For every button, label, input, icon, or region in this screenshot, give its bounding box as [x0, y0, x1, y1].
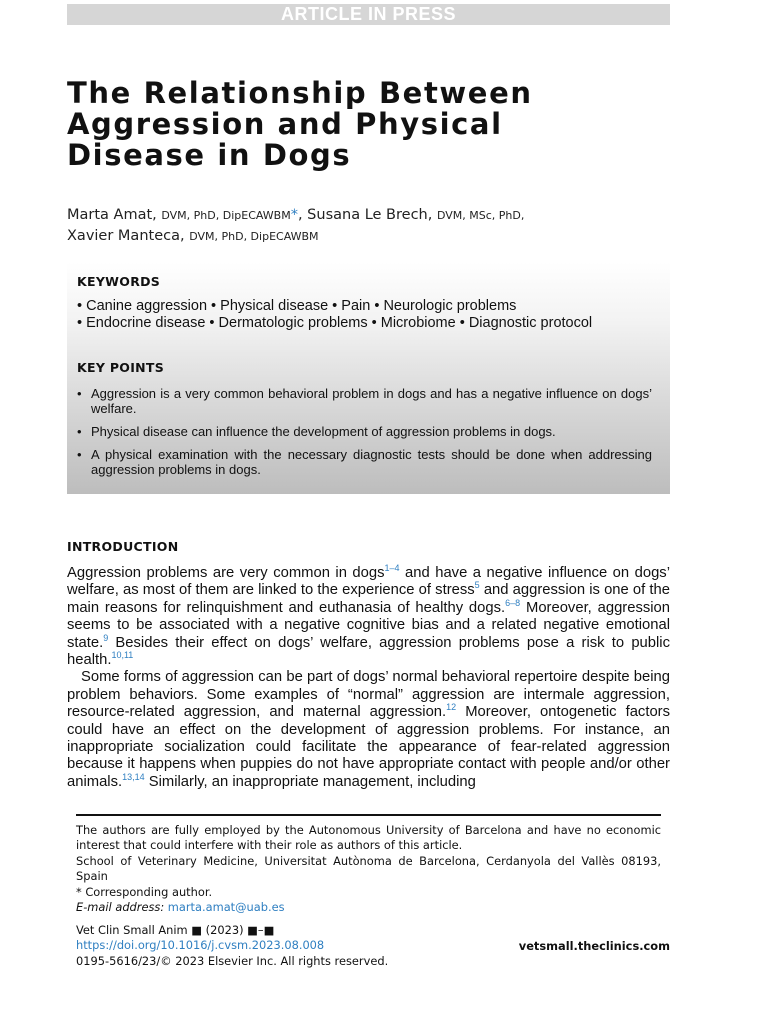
author-degrees: DVM, PhD, DipECAWBM [189, 230, 319, 243]
key-point-item [77, 447, 652, 477]
reference-link[interactable]: 9 [103, 632, 109, 643]
disclosure-note: The authors are fully employed by the Autonomous University of Barcelona and have no economic interest that could interfere with their role as authors of this article. [76, 823, 661, 853]
article-title [67, 78, 667, 171]
email-note [76, 900, 661, 915]
author-degrees: DVM, PhD, DipECAWBM [161, 209, 291, 222]
reference-link[interactable]: 1–4 [384, 563, 400, 573]
keywords-heading: KEYWORDS [77, 274, 161, 289]
key-point-item [77, 424, 652, 439]
footnotes [76, 823, 661, 915]
bullet-icon: • [77, 424, 82, 439]
key-points-heading: KEY POINTS [77, 360, 165, 375]
bullet-icon: • [77, 386, 82, 401]
introduction-body [67, 565, 670, 791]
title-line: Aggression and Physical [67, 107, 503, 141]
journal-site[interactable]: vetsmall.theclinics.com [518, 939, 670, 953]
footnote-divider [76, 814, 661, 816]
paragraph [67, 669, 670, 791]
paragraph-text: Besides their effect on dogs’ welfare, aggression problems pose a risk to public health. [67, 634, 670, 669]
reference-link[interactable]: 5 [474, 580, 480, 591]
journal-info [76, 923, 388, 969]
paragraph-text: and have a negative influence on dogs’ welfare, as most of them are linked to the experience of stress [67, 565, 670, 599]
author-degrees: DVM, MSc, PhD, [436, 209, 525, 222]
reference-link[interactable]: 10,11 [111, 650, 134, 661]
key-point-text: Aggression is a very common behavioral problem in dogs and has a negative influence on dogs’ welfare. [91, 386, 652, 416]
author-name: , Susana Le Brech, [297, 207, 433, 223]
section-heading: INTRODUCTION [67, 539, 179, 554]
affiliation-note: School of Veterinary Medicine, Universitat Autònoma de Barcelona, Cerdanyola del Vallès 08193, Spain [76, 853, 661, 884]
paragraph-text: Some forms of aggression can be part of dogs’ normal behavioral repertoire despite being problem behaviors. Some examples of “normal” aggression are intermale aggression, resource-related aggression, and maternal aggression. [67, 669, 670, 721]
bullet-icon: • [77, 447, 82, 462]
article-in-press-banner: ARTICLE IN PRESS [67, 4, 670, 25]
paragraph-text: Similarly, an inappropriate management, including [144, 773, 476, 790]
key-points-list [77, 386, 652, 485]
abstract-box [67, 262, 670, 494]
corresponding-note: * Corresponding author. [76, 884, 213, 899]
email-link[interactable]: marta.amat@uab.es [167, 900, 285, 915]
paragraph-text: Aggression problems are very common in dogs [67, 565, 385, 581]
keywords-line: • Canine aggression • Physical disease • Pain • Neurologic problems [77, 298, 517, 314]
paragraph-text: and aggression is one of the main reasons for relinquishment and euthanasia of healthy dogs. [67, 582, 670, 616]
copyright-notice: 0195-5616/23/© 2023 Elsevier Inc. All rights reserved. [76, 953, 389, 968]
key-point-text: A physical examination with the necessary diagnostic tests should be done when addressing aggression problems in dogs. [91, 447, 652, 477]
paragraph-text: Moreover, aggression seems to be associated with a negative cognitive bias and a related negative emotional state. [67, 599, 670, 651]
doi-link[interactable]: https://doi.org/10.1016/j.cvsm.2023.08.008 [76, 938, 325, 953]
corresponding-author-link[interactable]: * [290, 207, 298, 223]
author-name: Marta Amat, [67, 207, 157, 223]
title-line: Disease in Dogs [67, 138, 352, 172]
reference-link[interactable]: 13,14 [122, 771, 145, 782]
title-line: The Relationship Between [67, 76, 533, 110]
paragraph [67, 565, 670, 669]
key-point-text: Physical disease can influence the development of aggression problems in dogs. [91, 424, 556, 439]
email-label: E-mail address: [76, 900, 165, 915]
paragraph-text: Moreover, ontogenetic factors could have an effect on the development of aggression problems. For instance, an inappropriate socialization could facilitate the appearance of fear-related aggression because it happens when puppies do not have appropriate contact with people and/or other animals. [67, 704, 670, 790]
author-list [67, 205, 667, 247]
author-name: Xavier Manteca, [67, 228, 185, 244]
key-point-item [77, 386, 652, 416]
journal-citation: Vet Clin Small Anim ■ (2023) ■–■ [76, 923, 275, 937]
reference-link[interactable]: 12 [446, 702, 457, 713]
reference-link[interactable]: 6–8 [505, 597, 521, 608]
keywords-line: • Endocrine disease • Dermatologic problems • Microbiome • Diagnostic protocol [77, 315, 593, 331]
